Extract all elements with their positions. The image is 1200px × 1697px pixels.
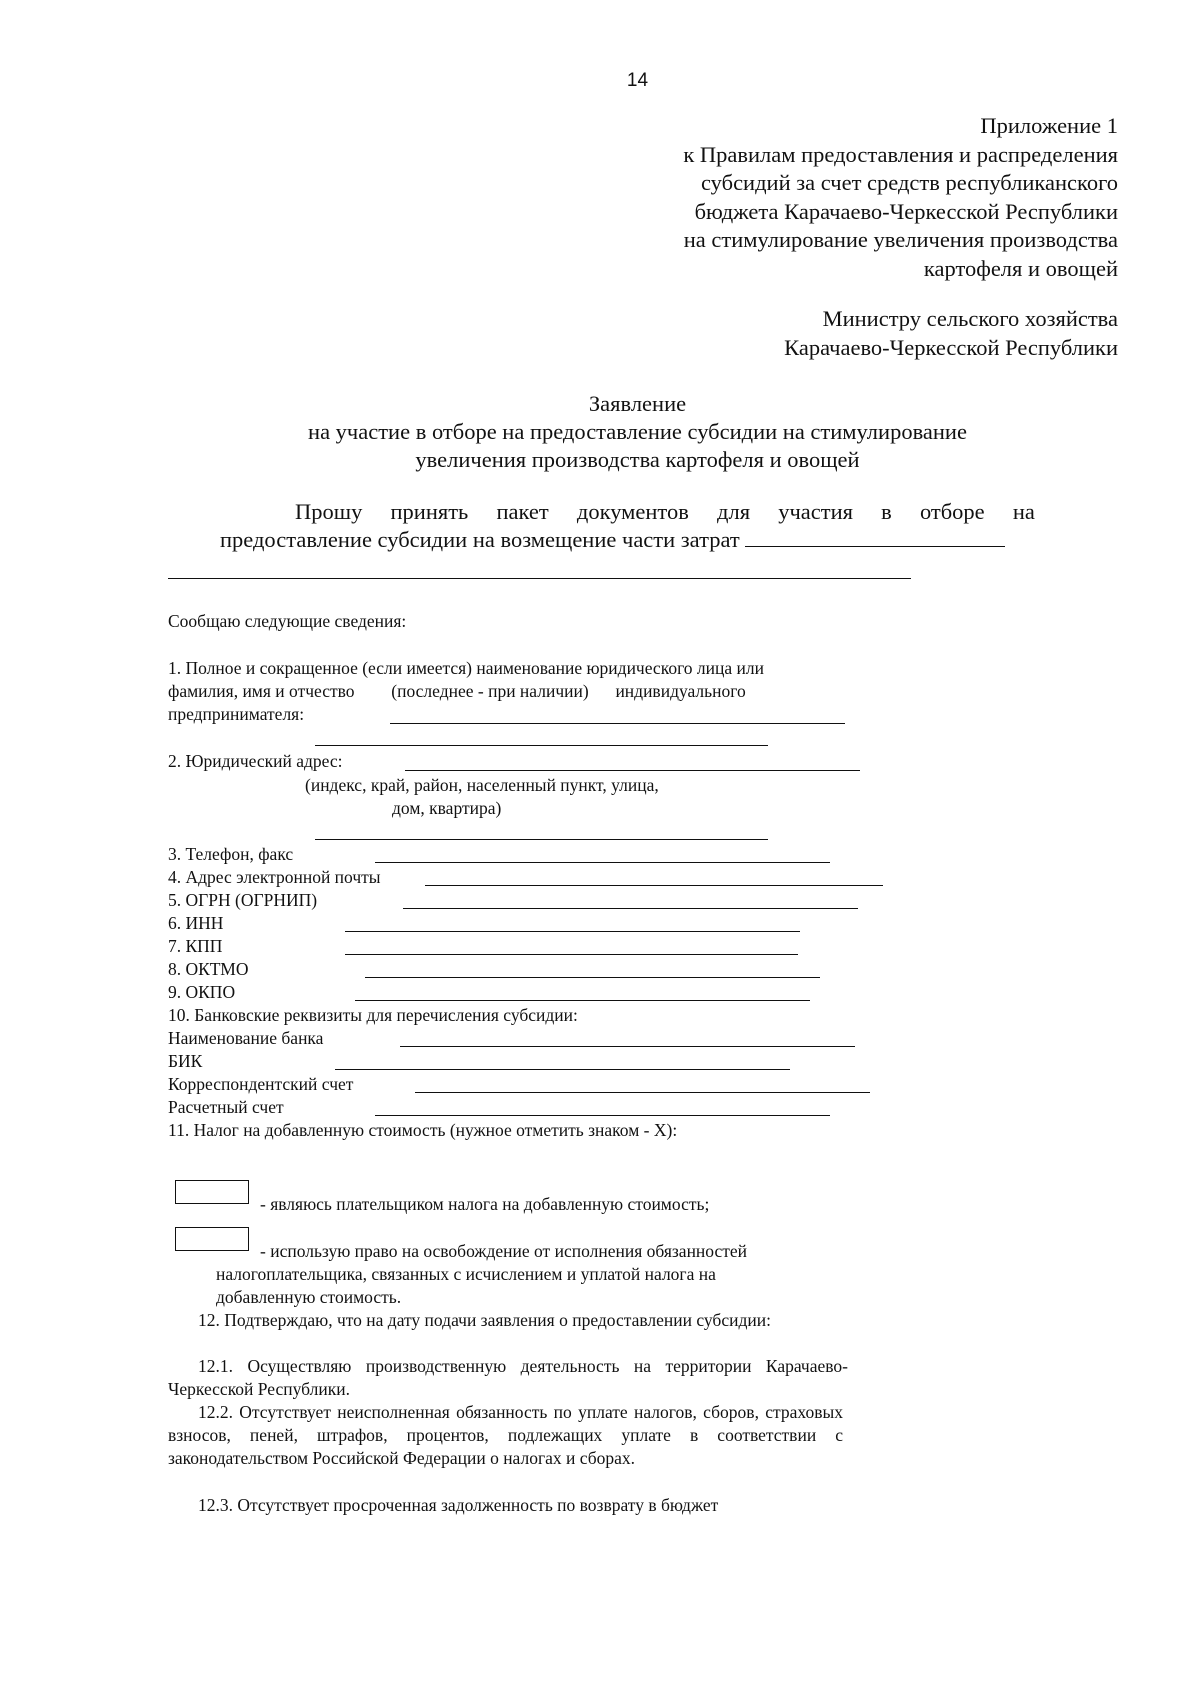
oktmo-fill-line[interactable]: [365, 977, 820, 978]
email-fill-line[interactable]: [425, 885, 883, 886]
item5-label: 5. ОГРН (ОГРНИП): [168, 890, 318, 910]
appendix-line: бюджета Карачаево-Черкесской Республики: [694, 198, 1118, 224]
item1-label-line3: предпринимателя:: [168, 704, 305, 724]
intro-word: для: [717, 499, 751, 524]
item3-label: 3. Телефон, факс: [168, 844, 294, 864]
okpo-fill-line[interactable]: [355, 1000, 810, 1001]
item9-label: 9. ОКПО: [168, 982, 236, 1002]
confirm-paragraph-12: 12. Подтверждаю, что на дату подачи заявления о предоставлении субсидии:: [198, 1310, 771, 1330]
costs-fill-line[interactable]: [745, 528, 1005, 547]
address-fill-line-2[interactable]: [315, 839, 768, 840]
appendix-line: картофеля и овощей: [923, 255, 1118, 281]
title-heading: Заявление: [588, 391, 687, 416]
item1-fill-line[interactable]: [390, 723, 845, 724]
address-hint: дом, квартира): [392, 798, 502, 818]
item1-part: (последнее - при наличии): [391, 681, 589, 701]
bank-name-label: Наименование банка: [168, 1028, 324, 1048]
item1-label-line2: [168, 680, 746, 703]
intro-word: участия: [778, 499, 853, 524]
inn-fill-line[interactable]: [345, 931, 800, 932]
form-lead: Сообщаю следующие сведения:: [168, 611, 407, 631]
appendix-line: на стимулирование увеличения производства: [683, 227, 1118, 252]
item10-label: 10. Банковские реквизиты для перечисления субсидии:: [168, 1005, 578, 1025]
item1-part: индивидуального: [615, 681, 746, 701]
appendix-header: [683, 112, 1118, 283]
intro-line-1: [220, 498, 1055, 526]
ogrn-fill-line[interactable]: [403, 908, 858, 909]
intro-word: принять: [390, 499, 469, 524]
item2-label: 2. Юридический адрес:: [168, 751, 343, 771]
item11-label: 11. Налог на добавленную стоимость (нужное отметить знаком - Х):: [168, 1120, 678, 1140]
item8-label: 8. ОКТМО: [168, 959, 249, 979]
title-line: увеличения производства картофеля и овощей: [415, 447, 860, 472]
account-fill-line[interactable]: [375, 1115, 830, 1116]
vat-option-2: налогоплательщика, связанных с исчислением и уплатой налога на: [216, 1264, 716, 1284]
addressee: [784, 305, 1118, 362]
costs-fill-line-continued[interactable]: [168, 578, 911, 579]
confirm-paragraph-12-3: 12.3. Отсутствует просроченная задолженность по возврату в бюджет: [198, 1495, 719, 1515]
corr-account-label: Корреспондентский счет: [168, 1074, 354, 1094]
appendix-line: Приложение 1: [980, 113, 1118, 138]
bank-name-fill-line[interactable]: [400, 1046, 855, 1047]
intro-word: пакет: [496, 499, 549, 524]
addressee-line: Карачаево-Черкесской Республики: [784, 334, 1118, 360]
appendix-line: к Правилам предоставления и распределения: [683, 141, 1118, 167]
address-fill-line[interactable]: [405, 770, 860, 771]
intro-line-2: [220, 526, 1055, 554]
vat-payer-checkbox[interactable]: [175, 1180, 249, 1204]
kpp-fill-line[interactable]: [345, 954, 798, 955]
item1-label: 1. Полное и сокращенное (если имеется) наименование юридического лица или: [168, 658, 764, 678]
intro-word: документов: [576, 499, 689, 524]
intro-paragraph: [220, 498, 1055, 554]
intro-word: отборе: [919, 499, 985, 524]
address-hint: (индекс, край, район, населенный пункт, улица,: [305, 775, 659, 795]
title-line: на участие в отборе на предоставление субсидии на стимулирование: [308, 419, 967, 444]
item1-part: фамилия, имя и отчество: [168, 681, 355, 701]
intro-text: предоставление субсидии на возмещение части затрат: [220, 527, 740, 552]
item6-label: 6. ИНН: [168, 913, 224, 933]
account-label: Расчетный счет: [168, 1097, 284, 1117]
corr-account-fill-line[interactable]: [415, 1092, 870, 1093]
bik-fill-line[interactable]: [335, 1069, 790, 1070]
vat-option-2: - использую право на освобождение от исполнения обязанностей: [260, 1241, 748, 1261]
intro-word: в: [881, 499, 892, 524]
confirm-paragraph-12-1: 12.1. Осуществляю производственную деятельность на территории Карачаево-Черкесской Республики.: [168, 1356, 848, 1399]
document-title: [170, 390, 1105, 474]
addressee-line: Министру сельского хозяйства: [822, 306, 1118, 331]
intro-word: Прошу: [295, 499, 363, 524]
item1-fill-line-2[interactable]: [315, 745, 768, 746]
vat-option-2: добавленную стоимость.: [216, 1287, 402, 1307]
vat-exempt-checkbox[interactable]: [175, 1227, 249, 1251]
item7-label: 7. КПП: [168, 936, 223, 956]
page-number: 14: [626, 70, 649, 91]
confirm-paragraph-12-2: 12.2. Отсутствует неисполненная обязанность по уплате налогов, сборов, страховых взносов, пеней, штрафов, процентов, подлежащих уплате в соответствии с законодательством Российской Федерации о налогах и сборах.: [168, 1402, 843, 1468]
appendix-line: субсидий за счет средств республиканского: [700, 170, 1118, 195]
bik-label: БИК: [168, 1051, 203, 1071]
vat-option-1: - являюсь плательщиком налога на добавленную стоимость;: [260, 1194, 710, 1214]
intro-word: на: [1012, 499, 1035, 524]
phone-fax-fill-line[interactable]: [375, 862, 830, 863]
item4-label: 4. Адрес электронной почты: [168, 867, 381, 887]
